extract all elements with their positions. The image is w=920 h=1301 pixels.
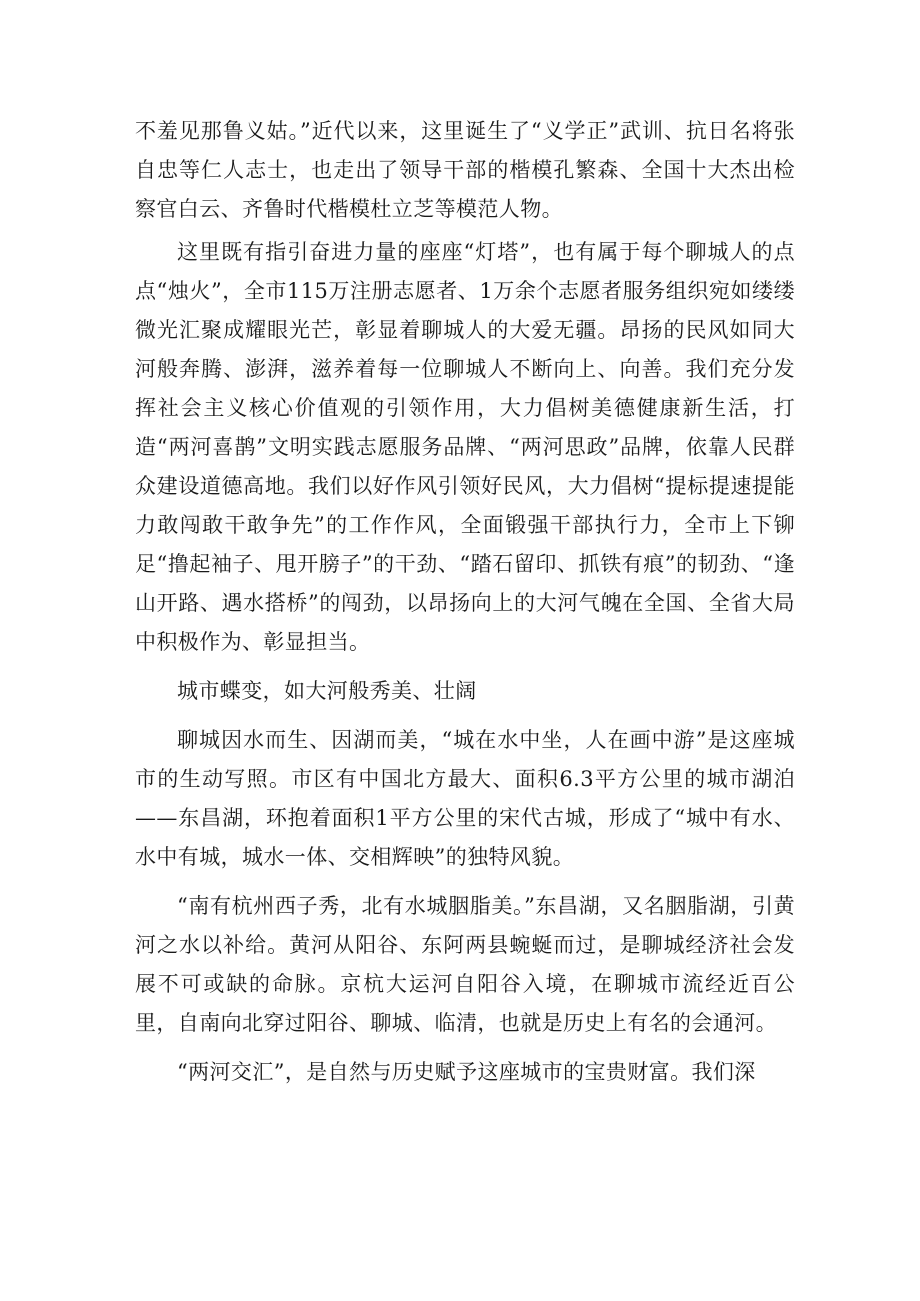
- paragraph-5: “两河交汇”，是自然与历史赋予这座城市的宝贵财富。我们深: [177, 1060, 756, 1084]
- paragraph-2: 这里既有指引奋进力量的座座“灯塔”，也有属于每个聊城人的点点“烛火”，全市115万注册志愿者、1万余个志愿者服务组织宛如缕缕微光汇聚成耀眼光芒，彰显着聊城人的大爱无疆。昂扬的民风如同大河般奔腾、澎湃，滋养着每一位聊城人不断向上、向善。我们充分发挥社会主义核心价值观的引领作用，大力倡树美德健康新生活，打造“两河喜鹊”文明实践志愿服务品牌、“两河思政”品牌，依靠人民群众建设道德高地。我们以好作风引领好民风，大力倡树“提标提速提能力敢闯敢干敢争先”的工作作风，全面锻强干部执行力，全市上下铆足“撸起袖子、甩开膀子”的干劲、“踏石留印、抓铁有痕”的韧劲、“逢山开路、遇水搭桥”的闯劲，以昂扬向上的大河气魄在全国、全省大局中积极作为、彰显担当。: [135, 240, 795, 654]
- article-body: [135, 112, 795, 1092]
- paragraph-3: 聊城因水而生、因湖而美，“城在水中坐，人在画中游”是这座城市的生动写照。市区有中国北方最大、面积6.3平方公里的城市湖泊——东昌湖，环抱着面积1平方公里的宋代古城，形成了“城中有水、水中有城，城水一体、交相辉映”的独特风貌。: [135, 728, 795, 869]
- paragraph-4: “南有杭州西子秀，北有水城胭脂美。”东昌湖，又名胭脂湖，引黄河之水以补给。黄河从阳谷、东阿两县蜿蜒而过，是聊城经济社会发展不可或缺的命脉。京杭大运河自阳谷入境，在聊城市流经近百公里，自南向北穿过阳谷、聊城、临清，也就是历史上有名的会通河。: [135, 894, 795, 1035]
- section-heading: 城市蝶变，如大河般秀美、壮阔: [177, 679, 477, 703]
- paragraph-1: 不羞见那鲁义姑。”近代以来，这里诞生了“义学正”武训、抗日名将张自忠等仁人志士，也走出了领导干部的楷模孔繁森、全国十大杰出检察官白云、齐鲁时代楷模杜立芝等模范人物。: [135, 119, 795, 221]
